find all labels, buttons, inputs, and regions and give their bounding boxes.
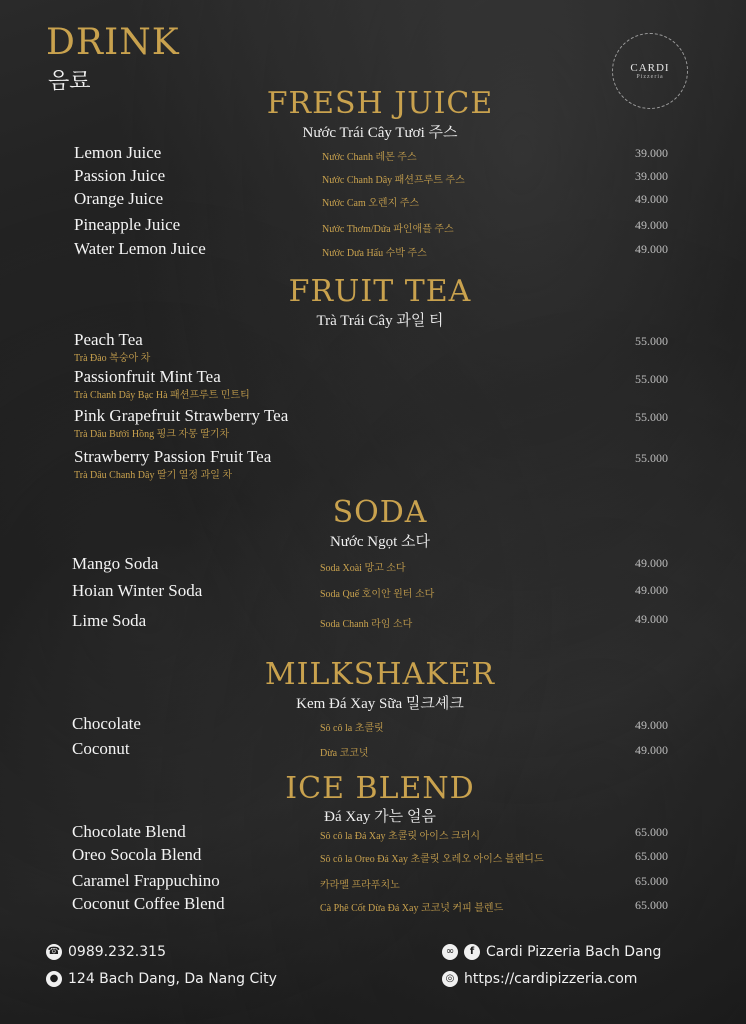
menu-item-price: 49.000 xyxy=(635,718,668,732)
menu-item-price: 49.000 xyxy=(635,242,668,256)
menu-item-name: Strawberry Passion Fruit Tea xyxy=(74,447,272,466)
menu-item-translation: Trà Đào 복숭아 차 xyxy=(74,353,151,364)
menu-item-price: 65.000 xyxy=(635,849,668,863)
menu-item-price: 49.000 xyxy=(635,583,668,597)
menu-item-translation: Trà Dâu Bưởi Hồng 핑크 자몽 딸기차 xyxy=(74,429,230,440)
menu-item-translation: 카라멜 프라푸치노 xyxy=(320,880,400,891)
menu-item-name: Lime Soda xyxy=(72,611,147,630)
globe-icon: ◎ xyxy=(442,971,458,987)
facebook-icon: f xyxy=(464,944,480,960)
section-subtitle-milkshaker: Kem Đá Xay Sữa 밀크셰크 xyxy=(296,696,464,712)
menu-item-name: Pink Grapefruit Strawberry Tea xyxy=(74,406,289,425)
footer-social[interactable] xyxy=(442,944,661,960)
menu-item-name: Chocolate xyxy=(72,714,141,733)
phone-number: 0989.232.315 xyxy=(68,944,166,960)
social-text: Cardi Pizzeria Bach Dang xyxy=(486,944,662,960)
address-text: 124 Bach Dang, Da Nang City xyxy=(68,971,277,987)
phone-icon: ☎ xyxy=(46,944,62,960)
location-icon: ● xyxy=(46,971,62,987)
menu-item-price: 49.000 xyxy=(635,743,668,757)
section-title-fruit-tea: FRUIT TEA xyxy=(288,274,472,309)
menu-item-name: Peach Tea xyxy=(74,330,143,349)
menu-item-translation: Nước Chanh Dây 패션프루트 주스 xyxy=(322,175,465,186)
menu-item-name: Coconut Coffee Blend xyxy=(72,894,225,913)
menu-item-price: 49.000 xyxy=(635,612,668,626)
menu-item-translation: Nước Thơm/Dứa 파인애플 주스 xyxy=(322,224,454,235)
menu-item-name: Coconut xyxy=(72,739,130,758)
menu-item-name: Hoian Winter Soda xyxy=(72,581,203,600)
menu-item-price: 39.000 xyxy=(635,169,668,183)
menu-item-translation: Trà Dâu Chanh Dây 딸기 열정 과일 차 xyxy=(74,470,233,481)
menu-item-name: Chocolate Blend xyxy=(72,822,186,841)
menu-item-price: 39.000 xyxy=(635,146,668,160)
menu-item-translation: Dừa 코코넛 xyxy=(320,748,369,759)
section-title-soda: SODA xyxy=(332,495,428,530)
menu-item-price: 49.000 xyxy=(635,192,668,206)
logo-tag: Pizzeria xyxy=(636,74,664,80)
tripadvisor-icon: ∞ xyxy=(442,944,458,960)
menu-item-price: 49.000 xyxy=(635,556,668,570)
menu-item-name: Orange Juice xyxy=(74,189,164,208)
section-subtitle-soda: Nước Ngọt 소다 xyxy=(329,534,431,550)
menu-item-price: 55.000 xyxy=(635,334,668,348)
section-title-ice-blend: ICE BLEND xyxy=(285,771,475,806)
menu-item-translation: Nước Dưa Hấu 수박 주스 xyxy=(322,248,427,259)
section-subtitle-fruit-tea: Trà Trái Cây 과일 티 xyxy=(316,313,444,329)
menu-item-translation: Soda Xoài 망고 소다 xyxy=(320,563,406,574)
footer-website[interactable] xyxy=(442,971,637,987)
menu-item-price: 65.000 xyxy=(635,825,668,839)
menu-item-price: 49.000 xyxy=(635,218,668,232)
section-title-fresh-juice: FRESH JUICE xyxy=(266,86,494,121)
menu-item-price: 65.000 xyxy=(635,898,668,912)
menu-item-price: 55.000 xyxy=(635,372,668,386)
menu-item-translation: Sô cô la 초콜릿 xyxy=(320,723,384,734)
section-title-milkshaker: MILKSHAKER xyxy=(264,657,496,692)
menu-item-translation: Soda Chanh 라임 소다 xyxy=(320,619,413,630)
menu-item-name: Lemon Juice xyxy=(74,143,162,162)
menu-item-translation: Sô cô la Đá Xay 초콜릿 아이스 크러시 xyxy=(320,831,480,842)
menu-item-name: Oreo Socola Blend xyxy=(72,845,202,864)
page-subtitle-korean: 음료 xyxy=(48,69,91,94)
menu-item-translation: Nước Chanh 레몬 주스 xyxy=(322,152,417,163)
menu-item-translation: Trà Chanh Dây Bạc Hà 패션프루트 민트티 xyxy=(74,390,250,401)
menu-item-name: Caramel Frappuchino xyxy=(72,871,220,890)
menu-item-price: 55.000 xyxy=(635,451,668,465)
menu-item-name: Passion Juice xyxy=(74,166,166,185)
menu-item-price: 65.000 xyxy=(635,874,668,888)
menu-item-name: Water Lemon Juice xyxy=(74,239,206,258)
menu-item-translation: Soda Quế 호이안 윈터 소다 xyxy=(320,589,435,600)
menu-item-price: 55.000 xyxy=(635,410,668,424)
section-subtitle-fresh-juice: Nước Trái Cây Tươi 주스 xyxy=(302,125,458,141)
menu-item-name: Mango Soda xyxy=(72,554,159,573)
section-subtitle-ice-blend: Đá Xay 가는 얼음 xyxy=(324,809,436,825)
menu-item-name: Pineapple Juice xyxy=(74,215,181,234)
menu-item-translation: Nước Cam 오렌지 주스 xyxy=(322,198,420,209)
page-title: DRINK xyxy=(46,22,180,63)
menu-item-name: Passionfruit Mint Tea xyxy=(74,367,221,386)
menu-item-translation: Sô cô la Oreo Đá Xay 초콜릿 오레오 아이스 블렌디드 xyxy=(320,854,544,865)
footer-phone[interactable] xyxy=(46,944,166,960)
website-link[interactable]: https://cardipizzeria.com xyxy=(464,971,638,987)
logo-name: CARDI xyxy=(630,62,670,74)
footer-address[interactable] xyxy=(46,971,277,987)
menu-item-translation: Cà Phê Cốt Dừa Đá Xay 코코넛 커피 블렌드 xyxy=(320,903,504,914)
